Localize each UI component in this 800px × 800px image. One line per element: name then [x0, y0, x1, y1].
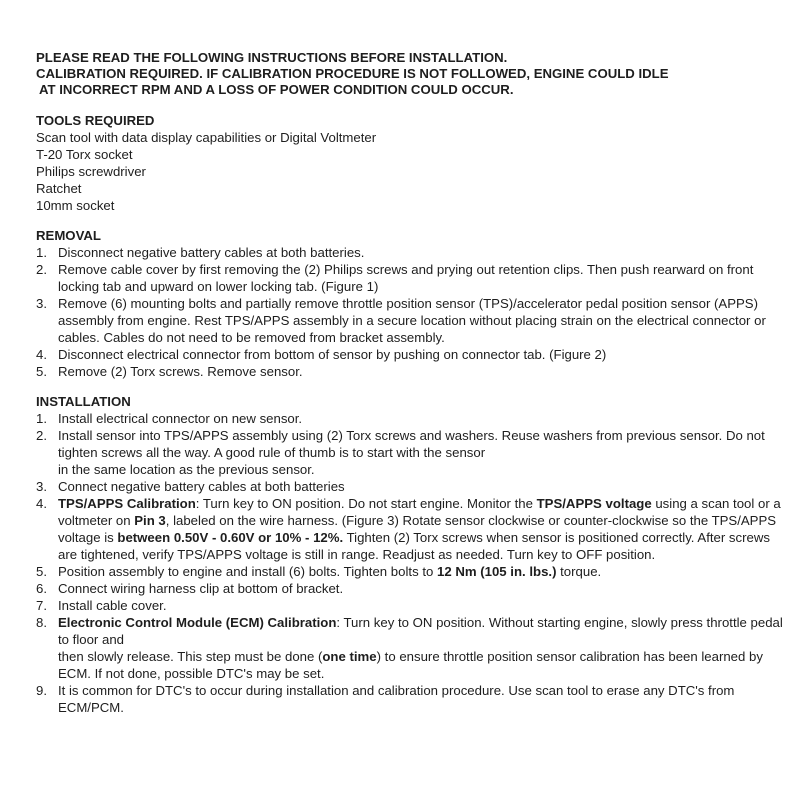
step-number: 7.: [36, 598, 47, 613]
step-number: 6.: [36, 581, 47, 596]
warning-line: PLEASE READ THE FOLLOWING INSTRUCTIONS BEFORE INSTALLATION.: [36, 50, 508, 65]
removal-step: [36, 295, 786, 346]
tools-section: [36, 112, 786, 214]
step-emphasis: TPS/APPS Calibration: [58, 496, 196, 511]
step-text-part: ) to ensure throttle position sensor calibration has been learned by ECM. If not done, possible DTC's may be set.: [58, 649, 763, 681]
step-number: 3.: [36, 479, 47, 494]
step-text: Disconnect electrical connector from bottom of sensor by pushing on connector tab. (Figure 2): [58, 347, 607, 362]
step-text-part: , labeled on the wire harness. (Figure 3) Rotate sensor clockwise or counter-clockwise so the TPS/APPS voltage is: [58, 513, 777, 545]
step-text: [58, 495, 786, 563]
step-text: It is common for DTC's to occur during installation and calibration procedure. Use scan tool to erase any DTC's from ECM/PCM.: [58, 683, 735, 715]
step-text: Disconnect negative battery cables at both batteries.: [58, 245, 365, 260]
installation-steps: [36, 410, 786, 716]
step-number: 2.: [36, 428, 47, 443]
removal-step: [36, 244, 786, 261]
step-text: Remove cable cover by first removing the (2) Philips screws and prying out retention clips. Then push rearward on front locking tab and upward on lower locking tab. (Figure 1): [58, 262, 754, 294]
step-number: 5.: [36, 564, 47, 579]
step-emphasis: Pin 3: [134, 513, 166, 528]
installation-step: [36, 597, 786, 614]
tool-item: Philips screwdriver: [36, 164, 146, 179]
step-text-part: torque.: [556, 564, 602, 579]
tool-item: 10mm socket: [36, 198, 115, 213]
step-emphasis: between 0.50V - 0.60V or 10% - 12%.: [117, 530, 344, 545]
step-text: Remove (2) Torx screws. Remove sensor.: [58, 364, 303, 379]
step-number: 1.: [36, 245, 47, 260]
installation-step: [36, 478, 786, 495]
step-text-part: : Turn key to ON position. Without starting engine, slowly press throttle pedal to floor and: [58, 615, 783, 647]
installation-step: [36, 410, 786, 427]
step-text-part: using a scan tool or a voltmeter on: [58, 496, 781, 528]
step-text: [58, 614, 786, 682]
tools-heading: TOOLS REQUIRED: [36, 113, 155, 128]
step-number: 3.: [36, 296, 47, 311]
step-number: 1.: [36, 411, 47, 426]
removal-steps: [36, 244, 786, 380]
step-number: 4.: [36, 347, 47, 362]
step-text-part: Tighten (2) Torx screws when sensor is positioned correctly. After screws are tightened, verify TPS/APPS voltage is still in range. Readjust as needed. Turn key to OFF position.: [58, 530, 770, 562]
warning-line: AT INCORRECT RPM AND A LOSS OF POWER CONDITION COULD OCCUR.: [39, 82, 514, 97]
step-text-part: : Turn key to ON position. Do not start engine. Monitor the: [195, 496, 537, 511]
removal-heading: REMOVAL: [36, 228, 101, 243]
removal-section: [36, 228, 786, 380]
instruction-sheet: [36, 50, 786, 716]
installation-step: [36, 614, 786, 682]
step-emphasis: TPS/APPS voltage: [536, 496, 652, 511]
step-text-part: in the same location as the previous sensor.: [58, 462, 315, 477]
step-text: Remove (6) mounting bolts and partially remove throttle position sensor (TPS)/accelerator pedal position sensor (APPS) assembly from engine. Rest TPS/APPS assembly in a secure location without placing strain on the electrical connector or cables. Cables do not need to be removed from bracket assembly.: [58, 296, 766, 345]
removal-step: [36, 261, 786, 295]
installation-step: [36, 563, 786, 580]
step-emphasis: one time: [322, 649, 377, 664]
installation-step: [36, 495, 786, 563]
step-emphasis: Electronic Control Module (ECM) Calibration: [58, 615, 337, 630]
step-text: Connect negative battery cables at both batteries: [58, 479, 345, 494]
tool-item: Scan tool with data display capabilities or Digital Voltmeter: [36, 130, 377, 145]
step-number: 4.: [36, 496, 47, 511]
step-number: 5.: [36, 364, 47, 379]
installation-step: [36, 427, 786, 478]
step-text-part: Install sensor into TPS/APPS assembly using (2) Torx screws and washers. Reuse washers from previous sensor. Do not tighten screws all the way. A good rule of thumb is to start with the sensor: [58, 428, 765, 460]
warning-block: [36, 50, 786, 98]
step-text: [58, 563, 786, 580]
step-emphasis: 12 Nm (105 in. lbs.): [437, 564, 557, 579]
tool-item: T-20 Torx socket: [36, 147, 133, 162]
step-number: 8.: [36, 615, 47, 630]
removal-step: [36, 363, 786, 380]
warning-line: CALIBRATION REQUIRED. IF CALIBRATION PROCEDURE IS NOT FOLLOWED, ENGINE COULD IDLE: [36, 66, 669, 81]
step-text-part: Position assembly to engine and install (6) bolts. Tighten bolts to: [58, 564, 437, 579]
installation-step: [36, 580, 786, 597]
step-text: Connect wiring harness clip at bottom of bracket.: [58, 581, 344, 596]
step-text: Install electrical connector on new sensor.: [58, 411, 303, 426]
removal-step: [36, 346, 786, 363]
installation-section: [36, 394, 786, 716]
step-number: 2.: [36, 262, 47, 277]
step-text: [58, 427, 786, 478]
step-text-part: then slowly release. This step must be done (: [58, 649, 323, 664]
tool-item: Ratchet: [36, 181, 82, 196]
step-text: Install cable cover.: [58, 598, 167, 613]
installation-step: [36, 682, 786, 716]
step-number: 9.: [36, 683, 47, 698]
installation-heading: INSTALLATION: [36, 394, 131, 409]
